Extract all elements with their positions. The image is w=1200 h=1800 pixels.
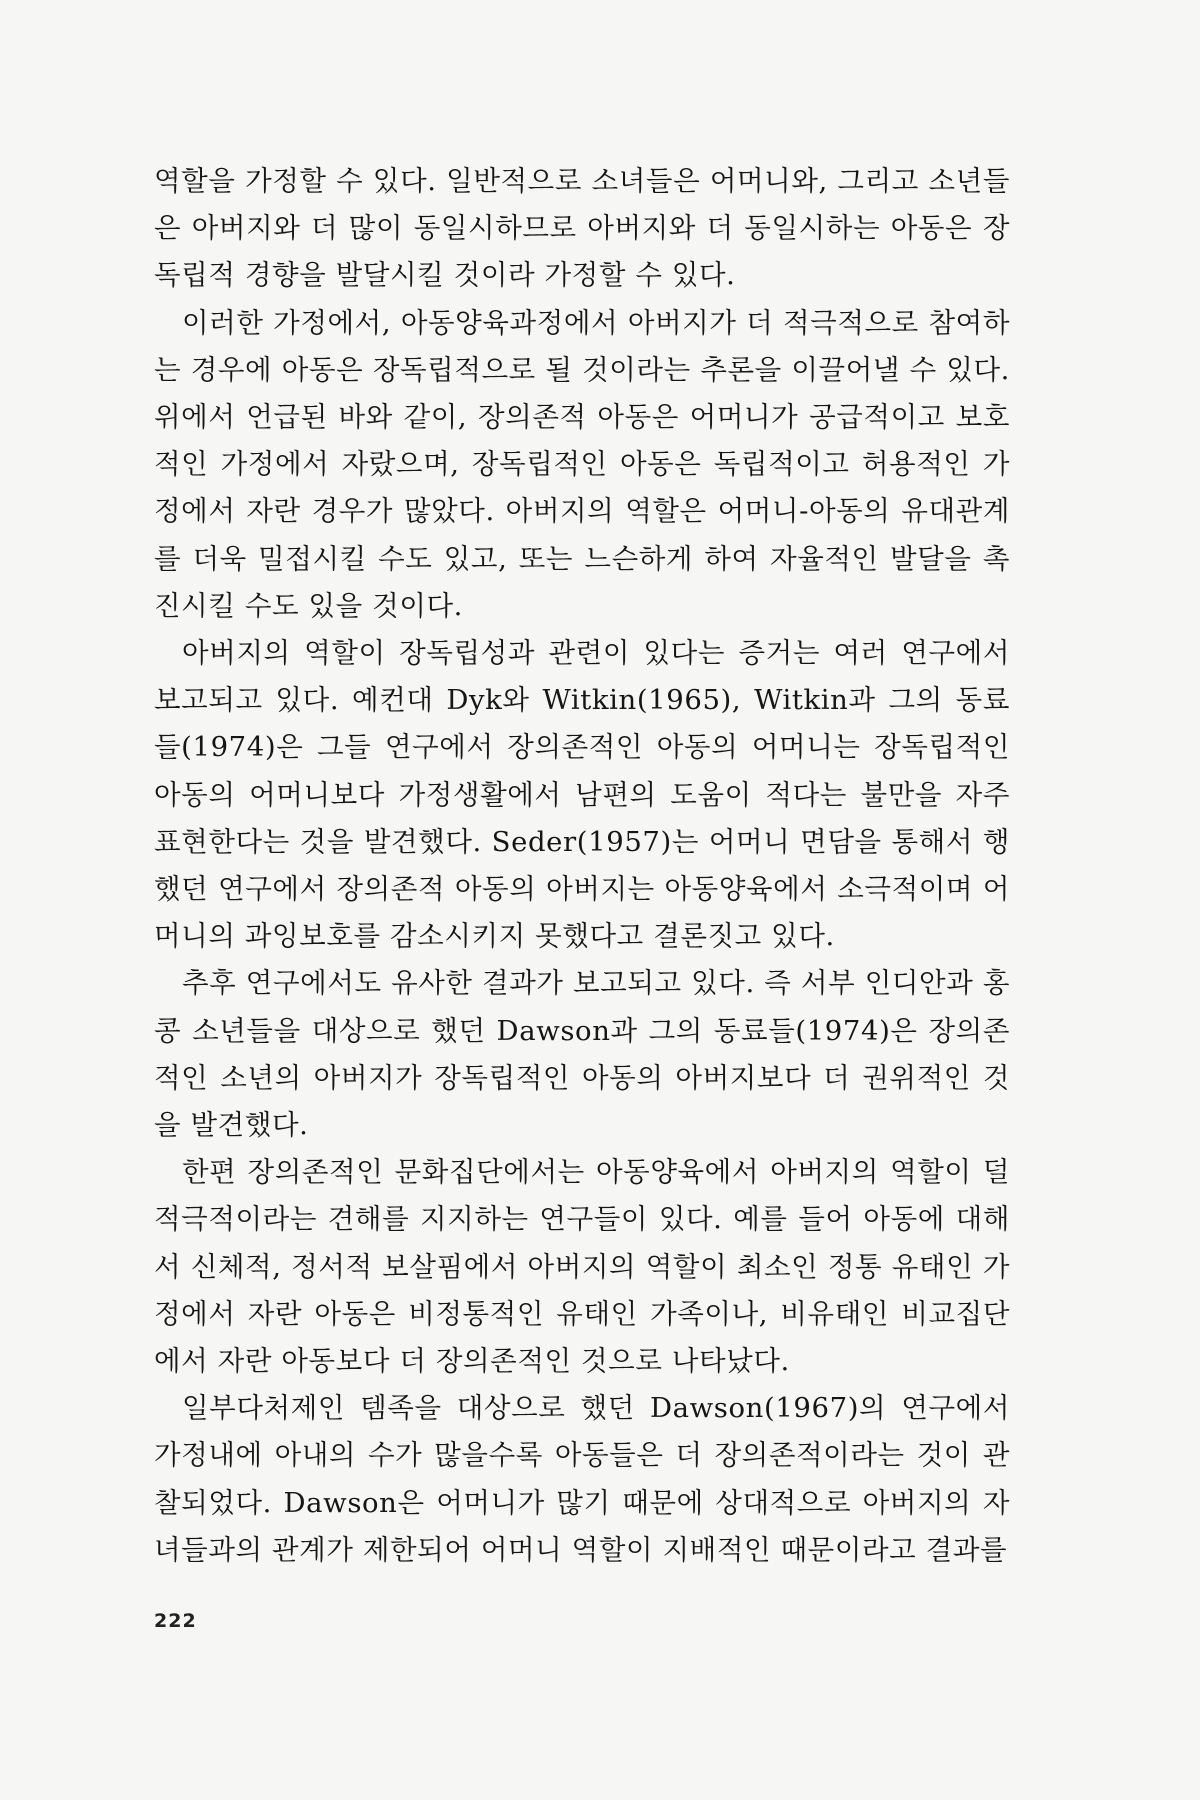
paragraph-4: 추후 연구에서도 유사한 결과가 보고되고 있다. 즉 서부 인디안과 홍콩 소년들을 대상으로 했던 Dawson과 그의 동료들(1974)은 장의존적인 소년의 아버지가 장독립적인 아동의 아버지보다 더 권위적인 것을 발견했다. — [154, 967, 1010, 1142]
paragraph-3: 아버지의 역할이 장독립성과 관련이 있다는 증거는 여러 연구에서 보고되고 있다. 예컨대 Dyk와 Witkin(1965), Witkin과 그의 동료들(1974)은 그들 연구에서 장의존적인 아동의 어머니는 장독립적인 아동의 어머니보다 가정생활에서 남편의 도움이 적다는 불만을 자주 표현한다는 것을 발견했다. Seder(1957)는 어머니 면담을 통해서 행했던 연구에서 장의존적 아동의 아버지는 아동양육에서 소극적이며 어머니의 과잉보호를 감소시키지 못했다고 결론짓고 있다. — [154, 637, 1010, 953]
paragraph-5: 한편 장의존적인 문화집단에서는 아동양육에서 아버지의 역할이 덜 적극적이라는 견해를 지지하는 연구들이 있다. 예를 들어 아동에 대해서 신체적, 정서적 보살핌에서 아버지의 역할이 최소인 정통 유태인 가정에서 자란 아동은 비정통적인 유태인 가족이나, 비유태인 비교집단에서 자란 아동보다 더 장의존적인 것으로 나타났다. — [154, 1156, 1010, 1378]
body-text — [154, 158, 1010, 1574]
paragraph-6: 일부다처제인 템족을 대상으로 했던 Dawson(1967)의 연구에서 가정내에 아내의 수가 많을수록 아동들은 더 장의존적이라는 것이 관찰되었다. Dawson은 어머니가 많기 때문에 상대적으로 아버지의 자녀들과의 관계가 제한되어 어머니 역할이 지배적인 때문이라고 결과를 — [154, 1392, 1010, 1566]
page-number: 222 — [154, 1610, 197, 1632]
paragraph-2: 이러한 가정에서, 아동양육과정에서 아버지가 더 적극적으로 참여하는 경우에 아동은 장독립적으로 될 것이라는 추론을 이끌어낼 수 있다. 위에서 언급된 바와 같이, 장의존적 아동은 어머니가 공급적이고 보호적인 가정에서 자랐으며, 장독립적인 아동은 독립적이고 허용적인 가정에서 자란 경우가 많았다. 아버지의 역할은 어머니-아동의 유대관계를 더욱 밀접시킬 수도 있고, 또는 느슨하게 하여 자율적인 발달을 촉진시킬 수도 있을 것이다. — [154, 306, 1010, 622]
paragraph-1: 역할을 가정할 수 있다. 일반적으로 소녀들은 어머니와, 그리고 소년들은 아버지와 더 많이 동일시하므로 아버지와 더 동일시하는 아동은 장독립적 경향을 발달시킬 것이라 가정할 수 있다. — [154, 165, 1010, 292]
